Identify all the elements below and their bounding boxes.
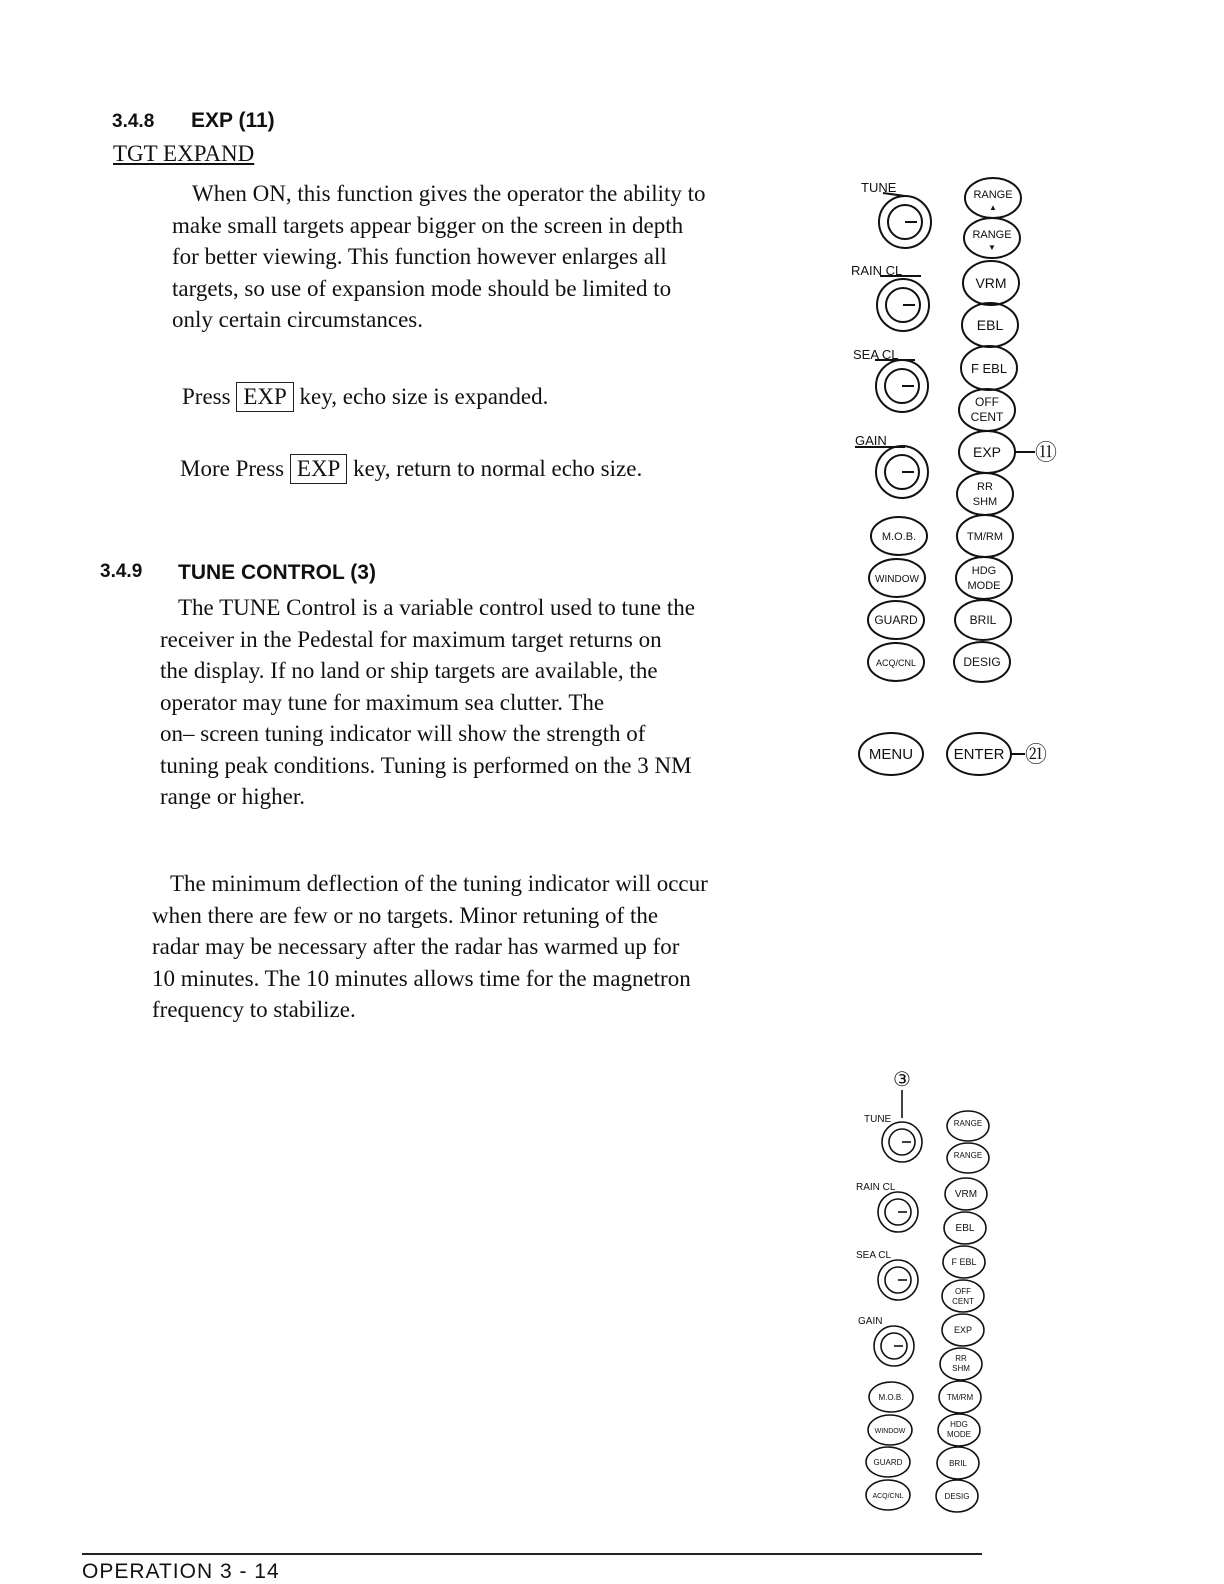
callout-11: ⑪ <box>1035 440 1058 465</box>
subheading-tgt-expand: TGT EXPAND <box>113 141 255 166</box>
knob-label-gain: GAIN <box>855 433 887 448</box>
key-tm-rm-small: TM/RM <box>946 1393 974 1402</box>
key-exp: EXP <box>972 444 1002 460</box>
key-acq-cnl: ACQ/CNL <box>875 658 917 668</box>
key-desig: DESIG <box>963 655 1001 669</box>
tune-knob <box>879 193 931 248</box>
key-f-ebl: F EBL <box>970 361 1008 376</box>
key-guard-small: GUARD <box>873 1458 903 1467</box>
key-ebl-small: EBL <box>955 1223 975 1234</box>
key-guard: GUARD <box>874 613 918 627</box>
key-off: OFF <box>975 395 999 409</box>
key-ebl: EBL <box>976 317 1004 333</box>
key-shm: SHM <box>972 496 998 508</box>
para-line: frequency to stabilize. <box>152 997 356 1022</box>
key-vrm-small: VRM <box>954 1189 978 1200</box>
step-prefix: More Press <box>180 456 285 481</box>
key-enter: ENTER <box>953 746 1005 763</box>
key-rr-small: RR <box>955 1354 967 1363</box>
key-bril-small: BRIL <box>949 1459 967 1468</box>
key-window-small: WINDOW <box>874 1428 906 1435</box>
exp-key-label: EXP <box>290 454 347 484</box>
key-range-up-arrow: ▲ <box>989 203 997 212</box>
key-exp-small: EXP <box>953 1325 973 1335</box>
key-f-ebl-small: F EBL <box>951 1257 977 1267</box>
key-mob-small: M.O.B. <box>878 1393 904 1402</box>
key-hdg: HDG <box>971 565 997 577</box>
para-line: targets, so use of expansion mode should be limited to <box>172 275 672 301</box>
footer-rule <box>82 1553 982 1555</box>
callout-22: ㉑ <box>1025 742 1048 767</box>
key-desig-small: DESIG <box>944 1492 970 1501</box>
key-bril: BRIL <box>969 613 997 627</box>
knob-label-sea-cl-small: SEA CL <box>856 1250 892 1261</box>
step-suffix: key, return to normal echo size. <box>353 456 643 481</box>
para-line: tuning peak conditions. Tuning is performed on the 3 NM <box>160 752 692 778</box>
paragraph-exp <box>172 178 808 336</box>
para-line: for better viewing. This function however enlarges all <box>172 244 667 269</box>
control-panel-diagram-top <box>845 170 1065 790</box>
paragraph-tune-2 <box>152 868 786 1026</box>
key-vrm: VRM <box>975 275 1007 291</box>
exp-key-label: EXP <box>236 382 293 412</box>
key-rr: RR <box>977 481 993 493</box>
key-range-down-arrow: ▼ <box>988 243 996 252</box>
paragraph-tune-1 <box>160 592 793 813</box>
page-footer: OPERATION 3 - 14 <box>82 1560 280 1583</box>
knob-label-sea-cl: SEA CL <box>853 347 899 362</box>
para-line: operator may tune for maximum sea clutter. The <box>160 689 605 715</box>
key-window: WINDOW <box>875 574 919 585</box>
section-title-349: TUNE CONTROL (3) <box>178 561 376 584</box>
key-mode-small: MODE <box>947 1430 971 1439</box>
step-more-press-exp <box>180 453 642 485</box>
para-line: When ON, this function gives the operator the ability to <box>192 181 706 206</box>
knob-label-rain-cl-small: RAIN CL <box>856 1182 896 1193</box>
section-title-348: EXP (11) <box>191 109 275 132</box>
key-range-down-small: RANGE <box>953 1151 983 1160</box>
para-line: The minimum deflection of the tuning indicator will occur <box>170 871 708 896</box>
para-line: make small targets appear bigger on the screen in depth <box>172 212 684 238</box>
knob-label-rain-cl: RAIN CL <box>851 263 903 278</box>
key-tm-rm: TM/RM <box>966 531 1004 543</box>
step-press-exp <box>182 381 548 413</box>
para-line: radar may be necessary after the radar has warmed up for <box>152 934 680 959</box>
para-line: when there are few or no targets. Minor retuning of the <box>152 902 659 928</box>
gain-knob <box>855 446 928 498</box>
para-line: only certain circumstances. <box>172 307 423 332</box>
para-line: The TUNE Control is a variable control used to tune the <box>178 595 695 620</box>
key-range-up-small: RANGE <box>953 1119 983 1128</box>
key-range-down: RANGE <box>972 229 1012 241</box>
key-off-small: OFF <box>955 1287 971 1296</box>
control-panel-diagram-bottom <box>848 1066 1018 1526</box>
key-hdg-small: HDG <box>950 1420 968 1429</box>
para-line: the display. If no land or ship targets are available, the <box>160 658 658 683</box>
sea-cl-knob <box>875 360 928 412</box>
key-acq-cnl-small: ACQ/CNL <box>872 1493 904 1500</box>
rain-cl-knob <box>877 276 929 331</box>
step-prefix: Press <box>182 384 231 409</box>
knob-label-gain-small: GAIN <box>858 1316 883 1327</box>
section-number-349: 3.4.9 <box>100 561 143 582</box>
key-shm-small: SHM <box>952 1364 970 1373</box>
para-line: range or higher. <box>160 784 305 809</box>
key-mode: MODE <box>967 580 1001 592</box>
para-line: receiver in the Pedestal for maximum target returns on <box>160 626 662 652</box>
key-menu: MENU <box>868 746 914 763</box>
knob-label-tune: TUNE <box>861 180 897 195</box>
para-line: on– screen tuning indicator will show the strength of <box>160 721 646 746</box>
callout-3: ③ <box>893 1069 911 1091</box>
knob-label-tune-small: TUNE <box>864 1114 892 1125</box>
section-number-348: 3.4.8 <box>112 111 155 132</box>
step-suffix: key, echo size is expanded. <box>299 384 549 409</box>
key-range-up: RANGE <box>973 189 1013 201</box>
para-line: 10 minutes. The 10 minutes allows time for the magnetron <box>152 965 691 991</box>
key-cent-small: CENT <box>952 1297 974 1306</box>
key-mob: M.O.B. <box>881 531 917 543</box>
key-cent: CENT <box>970 410 1004 424</box>
